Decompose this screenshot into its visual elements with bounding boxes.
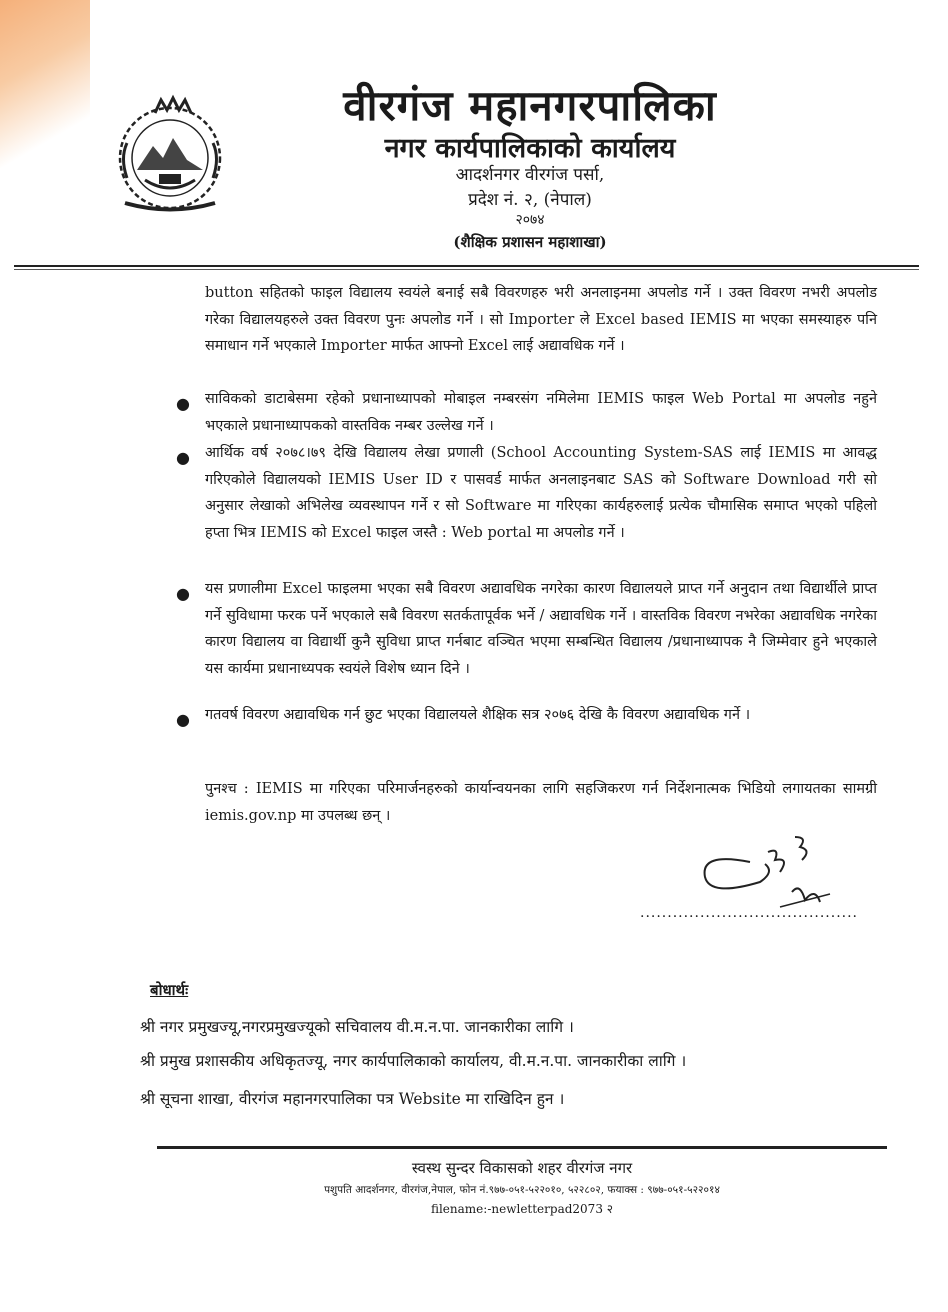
header-divider [14,265,919,267]
division-name: (शैक्षिक प्रशासन महाशाखा) [453,233,607,251]
bullet-item: आर्थिक वर्ष २०७८।७९ देखि विद्यालय लेखा प्रणाली (School Accounting System-SAS लाई IEMIS मा आवद्ध गरिएकोले विद्यालयको IEMIS User ID र पासवर्ड मार्फत अनलाइनबाट SAS को Software Download गरी सो अनुसार लेखाको अभिलेख व्यवस्थापन गर्ने र सो Software मा गरिएका कार्यहरुलाई प्रत्येक चौमासिक समाप्त भएको पहिलो हप्ता भित्र IEMIS को Excel फाइल जस्तै : Web portal मा अपलोड गर्ने । [205,445,877,541]
nepal-emblem-icon [105,88,235,223]
established-year: २०७४ [515,212,545,228]
office-name: नगर कार्यपालिकाको कार्यालय [384,133,676,164]
bullet-item: गतवर्ष विवरण अद्यावधिक गर्न छुट भएका विद्यालयले शैक्षिक सत्र २०७६ देखि कै विवरण अद्यावधिक गर्ने । [205,707,751,723]
bullet-item: साविकको डाटाबेसमा रहेको प्रधानाध्यापको मोबाइल नम्बरसंग नमिलेमा IEMIS फाइल Web Portal मा अपलोड नहुने भएकाले प्रधानाध्यापकको वास्तविक नम्बर उल्लेख गर्ने । [205,391,877,434]
bullet-dot-icon: ● [176,448,190,467]
footer-divider [157,1146,887,1149]
municipality-title: वीरगंज महानगरपालिका [343,81,717,130]
paper-stain [0,0,90,190]
footer-slogan: स्वस्थ सुन्दर विकासको शहर वीरगंज नगर [411,1159,633,1177]
bullet-item: यस प्रणालीमा Excel फाइलमा भएका सबै विवरण अद्यावधिक नगरेका कारण विद्यालयले प्राप्त गर्ने अनुदान तथा विद्यार्थीले प्राप्त गर्ने सुविधामा फरक पर्ने भएकाले सबै विवरण सतर्कतापूर्वक भर्ने / अद्यावधिक गर्ने । वास्तविक विवरण नभरेका अद्यावधिक नगरेका कारण विद्यालय वा विद्यार्थी कुनै सुविधा प्राप्त गर्नबाट वञ्चित भएमा सम्बन्धित विद्यालय /प्रधानाध्यापक नै जिम्मेवार हुने भएकाले यस कार्यमा प्रधानाध्यपक स्वयंले विशेष ध्यान दिने । [205,581,877,677]
header-divider-thin [14,269,919,270]
address-line-1: आदर्शनगर वीरगंज पर्सा, [455,165,605,185]
cc-label: बोधार्थः [150,981,189,999]
cc-item: श्री प्रमुख प्रशासकीय अधिकृतज्यू, नगर कार्यपालिकाको कार्यालय, वी.म.न.पा. जानकारीका लागि । [140,1052,687,1070]
postscript-paragraph: पुनश्च : IEMIS मा गरिएका परिमार्जनहरुको कार्यान्वयनका लागि सहजिकरण गर्न निर्देशनात्मक भिडियो लगायतका सामग्री iemis.gov.np मा उपलब्ध छन् । [205,781,877,824]
cc-item: श्री सूचना शाखा, वीरगंज महानगरपालिका पत्र Website मा राखिदिन हुन । [140,1090,565,1108]
bullet-dot-icon: ● [176,584,190,603]
bullet-dot-icon: ● [176,394,190,413]
bullet-dot-icon: ● [176,710,190,729]
signature-line: ........................................ [640,905,859,921]
footer-filename: filename:-newletterpad2073 २ [430,1202,614,1216]
address-line-2: प्रदेश नं. २, (नेपाल) [468,190,592,210]
footer-contact: पशुपति आदर्शनगर, वीरगंज,नेपाल, फोन नं.९७७-०५१-५२२०१०, ५२२८०२, फयाक्स : ९७७-०५१-५२२०१४ [324,1184,720,1196]
cc-item: श्री नगर प्रमुखज्यू,नगरप्रमुखज्यूको सचिवालय वी.म.न.पा. जानकारीका लागि । [140,1018,574,1036]
intro-paragraph: button सहितको फाइल विद्यालय स्वयंले बनाई सबै विवरणहरु भरी अनलाइनमा अपलोड गर्ने । उक्त विवरण नभरी अपलोड गरेका विद्यालयहरुले उक्त विवरण पुनः अपलोड गर्ने । सो Importer ले Excel based IEMIS मा भएका समस्याहरु पनि समाधान गर्ने भएकाले Importer मार्फत आफ्नो Excel लाई अद्यावधिक गर्ने । [205,285,877,354]
